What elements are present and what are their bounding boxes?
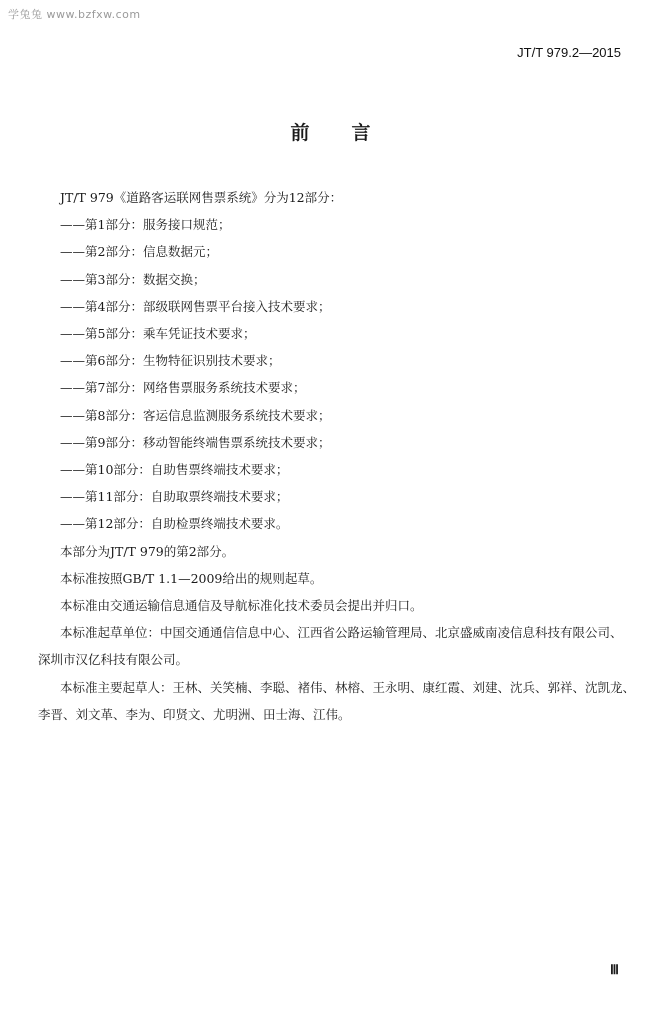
list-item: ——第2部分：信息数据元； — [60, 244, 218, 260]
page-number: Ⅲ — [610, 962, 619, 977]
page-title — [0, 118, 663, 145]
list-item: ——第3部分：数据交换； — [60, 271, 206, 287]
list-item: ——第4部分：部级联网售票平台接入技术要求； — [60, 298, 331, 314]
title-char-2: 言 — [351, 122, 373, 144]
list-item: ——第1部分：服务接口规范； — [60, 217, 231, 233]
drafters-line-1: 本标准主要起草人：王林、关笑楠、李聪、褚伟、林榕、王永明、康红霞、刘建、沈兵、郭祥、沈凯龙、 — [60, 679, 636, 695]
drafting-units-line-1: 本标准起草单位：中国交通通信信息中心、江西省公路运输管理局、北京盛威南凌信息科技有限公司、 — [60, 625, 623, 641]
standard-code: JT/T 979.2—2015 — [517, 45, 621, 60]
list-item: ——第12部分：自助检票终端技术要求。 — [60, 516, 289, 532]
drafting-units-paragraph — [38, 619, 623, 673]
drafters-paragraph — [38, 674, 636, 728]
list-item: ——第7部分：网络售票服务系统技术要求； — [60, 380, 306, 396]
list-item: ——第5部分：乘车凭证技术要求； — [60, 326, 256, 342]
intro-line: JT/T 979《道路客运联网售票系统》分为12部分： — [60, 190, 343, 205]
list-item: ——第11部分：自助取票终端技术要求； — [60, 489, 289, 505]
foreword-body — [38, 184, 636, 728]
parts-list — [60, 211, 620, 537]
drafters-line-2: 李晋、刘文革、李为、印贤文、尤明洲、田士海、江伟。 — [38, 706, 351, 722]
list-item: ——第6部分：生物特征识别技术要求； — [60, 353, 281, 369]
drafting-units-line-2: 深圳市汉亿科技有限公司。 — [38, 652, 189, 668]
list-item: ——第10部分：自助售票终端技术要求； — [60, 462, 289, 478]
this-part-paragraph: 本部分为JT/T 979的第2部分。 — [60, 543, 235, 559]
list-item: ——第8部分：客运信息监测服务系统技术要求； — [60, 407, 331, 423]
watermark: 学兔兔 www.bzfxw.com — [8, 8, 141, 21]
drafting-rule-paragraph: 本标准按照GB/T 1.1—2009给出的规则起草。 — [60, 570, 323, 586]
proposed-by-paragraph: 本标准由交通运输信息通信及导航标准化技术委员会提出并归口。 — [60, 598, 423, 614]
list-item: ——第9部分：移动智能终端售票系统技术要求； — [60, 434, 331, 450]
title-char-1: 前 — [290, 122, 312, 144]
